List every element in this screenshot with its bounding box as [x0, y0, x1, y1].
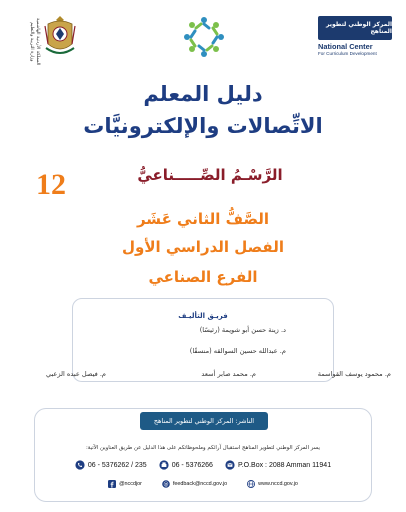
contact-row-primary	[0, 460, 406, 470]
people-circle-logo	[181, 14, 227, 60]
author-coordinator: م. عبدالله حسين السوالقه (منسقًا)	[189, 347, 286, 355]
pobox-address: P.O.Box : 2088 Amman 11941	[237, 461, 332, 469]
fax-contact	[159, 460, 213, 470]
fax-number: 06 - 5376266	[171, 461, 213, 469]
phone-contact	[75, 460, 147, 470]
phone-icon	[75, 460, 85, 470]
email-address: feedback@nccd.gov.jo	[172, 481, 228, 487]
phone-number: 06 - 5376262 / 235	[87, 461, 147, 469]
grade-number: 12	[36, 168, 66, 201]
ncc-logo-arabic: المركز الوطني لتطوير المناهج	[318, 16, 392, 40]
branch-label: الفرع الصناعي	[148, 268, 258, 286]
author-member: م. محمد صابر أسعد	[201, 370, 256, 378]
facebook-contact[interactable]	[108, 480, 142, 488]
semester-label: الفصل الدراسي الأول	[122, 238, 284, 256]
ncc-logo-english-name: National Center	[318, 42, 373, 51]
svg-text:@: @	[163, 481, 169, 488]
subject-title: الرَّسْـمُ الصِّـــــناعيُّ	[137, 166, 283, 184]
pobox-contact	[225, 460, 331, 470]
ministry-logo	[10, 14, 90, 66]
authoring-team-label: فريـق التأليـف	[178, 312, 228, 320]
facebook-icon	[108, 480, 116, 488]
email-contact[interactable]	[162, 480, 227, 488]
author-head: د. زينة حسن أبو شويمة (رئيسًا)	[199, 326, 286, 334]
facebook-handle: @nccdjor	[119, 481, 142, 487]
feedback-note: يسر المركز الوطني لتطوير المناهج استقبال آرائكم وملحوظاتكم على هذا الدليل عن طريق العناوين الآتية:	[85, 445, 321, 451]
publisher-label: الناشر: المركز الوطني لتطوير المناهج	[140, 412, 268, 430]
ncc-logo	[318, 16, 392, 62]
author-member: م. محمود يوسف القواسمة	[317, 370, 391, 378]
website-url: www.nccd.gov.jo	[258, 481, 298, 487]
cover-title-line1: دليل المعلم	[143, 82, 263, 106]
cover-title-line2: الاتِّصالات والإلكترونيَّات	[83, 114, 323, 138]
fax-icon	[159, 460, 169, 470]
mailbox-icon	[225, 460, 235, 470]
jordan-emblem	[42, 14, 78, 58]
ministry-text: المملكة الأردنية الهاشمية وزارة التربية والتعليم	[29, 18, 40, 66]
website-contact[interactable]	[247, 480, 298, 488]
author-member: م. فيصل عبده الزعبي	[45, 370, 106, 378]
contact-row-online	[0, 480, 406, 488]
email-icon	[162, 480, 170, 488]
ncc-logo-english-sub: For Curriculum Development	[318, 51, 377, 56]
grade-label: الصَّفُّ الثاني عَشَر	[136, 210, 270, 228]
globe-icon	[247, 480, 255, 488]
